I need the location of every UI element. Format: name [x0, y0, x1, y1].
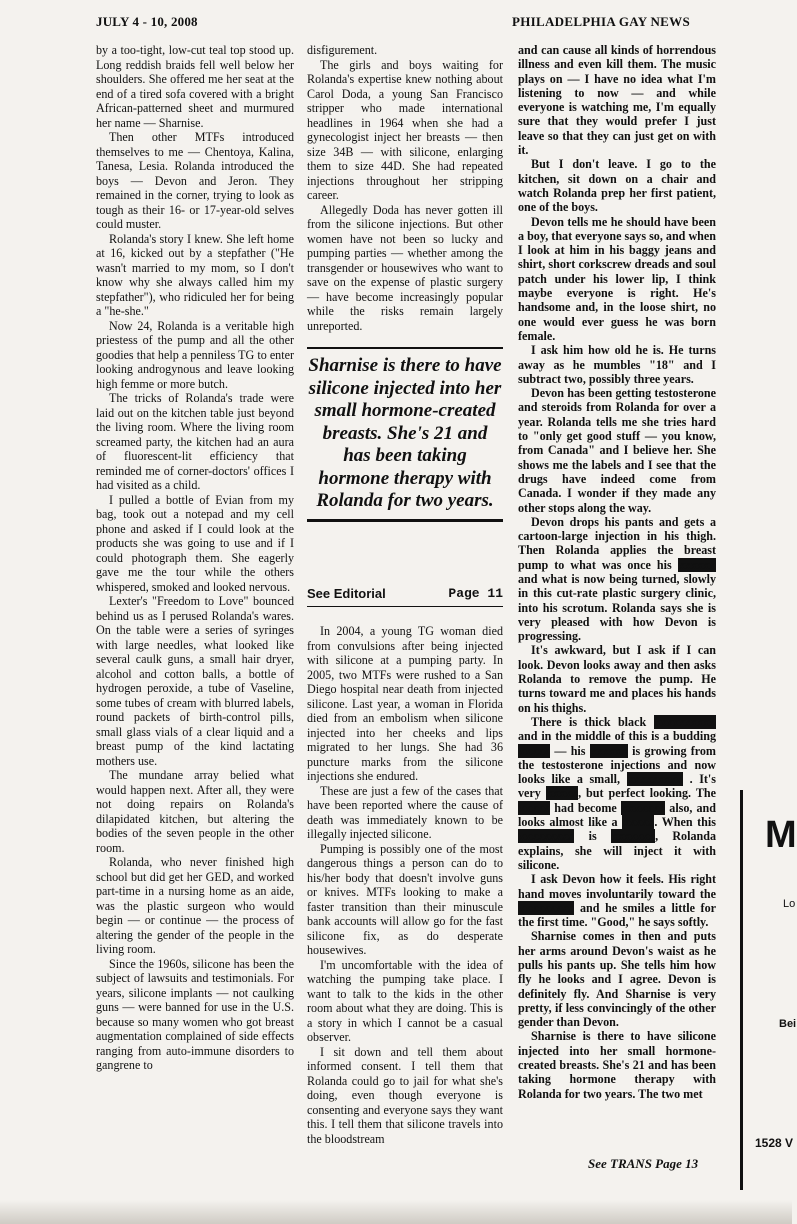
text-fragment: . When this [654, 815, 716, 830]
text-fragment: and he smiles a little for the first time. "Good," he says softly. [518, 900, 716, 930]
pull-quote: Sharnise is there to have silicone injected into her small hormone-created breasts. She's 21 and has been taking hormone therapy with Rolanda for two years. [307, 347, 503, 522]
paragraph: The girls and boys waiting for Rolanda's expertise knew nothing about Carol Doda, a young San Francisco stripper who made international headlines in 1964 when she had a gynecologist inject her breasts — then size 34B — with silicone, enlarging them to size 44D. She had repeated injections throughout her stripping career. [307, 57, 503, 202]
text-fragment: also, and looks almost like a [518, 800, 716, 830]
scan-edge-shadow [0, 1200, 792, 1224]
redaction-bar: xxxxxxxxx [519, 900, 574, 915]
redaction-bar: xxxxxxxxx [627, 772, 683, 787]
paragraph: by a too-tight, low-cut teal top stood up. Long reddish braids fell well below her shoulders. She offered me her seat at the end of a tired sofa covered with a bright African-patterned sheet and murmured her name — Sharnise. [96, 43, 294, 130]
paragraph: Lexter's "Freedom to Love" bounced behind us as I perused Rolanda's wares. On the table were a series of syringes with large needles, what looked like several caulk guns, a small hair dryer, alcohol and cotton balls, a bottle of hydrogen peroxide, a tube of Vaseline, some tubes of cream with blurred labels, round packets of birth-control pills, small glass vials of a clear liquid and a breast pump of the kind lactating mothers use. [96, 594, 294, 768]
partial-advertisement [740, 790, 795, 1190]
text-fragment: , Rolanda explains, she will inject it with silicone. [518, 829, 716, 872]
redaction-bar: xxxxxxxxxx [654, 714, 715, 729]
see-editorial-label: See Editorial [307, 586, 386, 601]
ad-address: 1528 V [755, 1136, 794, 1150]
paragraph: The mundane array belied what would happen next. After all, they were not doing repairs on Rolanda's dilapidated kitchen, but altering the bodies of the seven people in the other room. [96, 768, 294, 855]
redaction-bar: xxxxx [519, 743, 550, 758]
paragraph: Rolanda's story I knew. She left home at 16, kicked out by a stepfather ("He wasn't married to my mom, so I don't know why she always called him my stepfather"), who ridiculed her for being a "he-she." [96, 231, 294, 318]
text-fragment: Devon drops his pants and gets a cartoon-large injection in his thigh. Then Rolanda applies the breast pump to what was once his [518, 514, 716, 572]
paragraph: It's awkward, but I ask if I can look. Devon looks away and then asks Rolanda to remove the pump. He turns toward me and places his hands on his thighs. [518, 643, 716, 715]
paragraph: Rolanda, who never finished high school but did get her GED, and worked part-time in a nursing home as an aide, was the plastic surgeon who would begin — or continue — the process of altering the gender of the people in the living room. [96, 855, 294, 956]
article-column-2-top [307, 43, 503, 333]
text-fragment: I ask Devon how it feels. His right hand moves involuntarily toward the [518, 872, 716, 901]
paragraph: I'm uncomfortable with the idea of watching the pumping take place. I want to talk to the kids in the other room about what they are doing. This is a story in which I cannot be a casual observer. [307, 957, 503, 1044]
paragraph: In 2004, a young TG woman died from convulsions after being injected with silicone at a pumping party. In 2005, two MTFs were rushed to a San Diego hospital near death from injected silicone. Last year, a woman in Florida died from an embolism when silicone injected into her cheeks and lips migrated to her lungs. She had 36 puncture marks from the silicone injections she endured. [307, 624, 503, 783]
text-fragment: , but perfect looking. The [578, 786, 716, 801]
redaction-bar: xxxxxxx [611, 829, 655, 844]
paragraph: The tricks of Rolanda's trade were laid out on the kitchen table just beyond the living room. Where the living room screamed party, the kitchen had an aura of fluorescent-lit efficiency that reminded me of corner-doctors' offices I had visited as a child. [96, 391, 294, 492]
paragraph: But I don't leave. I go to the kitchen, sit down on a chair and watch Rolanda prep her first patient, one of the boys. [518, 157, 716, 215]
paragraph: I sit down and tell them about informed consent. I tell them that Rolanda could go to jail for what she's doing, even though everyone is consenting and everyone says they want this. I tell them that silicone travels into the bloodstream [307, 1044, 503, 1146]
text-fragment: and in the middle of this is a budding [518, 729, 716, 744]
redaction-bar: xxxxxx [678, 557, 715, 572]
header-date: JULY 4 - 10, 2008 [96, 14, 198, 29]
header-paper-name: PHILADELPHIA GAY NEWS [512, 14, 690, 29]
ad-text: Lo [783, 898, 796, 910]
text-fragment: and what is now being turned, slowly in this cut-rate plastic surgery clinic, into his scrotum. Rolanda says she is very pleased with how Devon is progressing. [518, 571, 716, 644]
paragraph: Pumping is possibly one of the most dangerous things a person can do to his/her body that doesn't involve guns or knives. MTFs looking to make a faster transition than their minuscule bank accounts will allow go for the fast silicone fix, as do desperate housewives. [307, 841, 503, 957]
paragraph [518, 715, 716, 872]
paragraph: Devon has been getting testosterone and steroids from Rolanda for over a year. Rolanda tells me she tries hard to "only get good stuff — you know, from Canada" and I believe her. She shows me the labels and I see that the drugs have indeed come from Canada. I wonder if they made any other stops along the way. [518, 386, 716, 515]
text-fragment: is growing from the testosterone injections and now looks like a small, [518, 743, 716, 787]
redaction-bar: xxxxx [519, 800, 550, 815]
paragraph: These are just a few of the cases that have been reported where the cause of death was immediately known to be illegally injected silicone. [307, 783, 503, 841]
paragraph: Since the 1960s, silicone has been the subject of lawsuits and testimonials. For years, silicone implants — not caulking guns — were banned for use in the U.S. because so many women who got breast augmentation complained of side effects ranging from auto-immune disorders to gangrene to [96, 956, 294, 1072]
redaction-bar: xxxxxxx [621, 800, 665, 815]
paragraph: Sharnise comes in then and puts her arms around Devon's waist as he pulls his pants up. She tells him how fly he looks and I agree. Devon is definitely fly. And Sharnise is very pretty, if less convincingly of the other gender than Devon. [518, 929, 716, 1030]
redaction-bar: xxxxx [546, 786, 578, 801]
text-fragment: — his [554, 743, 586, 758]
redaction-bar: xxxxxx [590, 743, 627, 758]
paragraph: I pulled a bottle of Evian from my bag, took out a notepad and my cell phone and asked if I could look at the products she was going to use and if I could photograph them. She eagerly gave me the tour while the others whispered, smoked and looked nervous. [96, 492, 294, 594]
article-column-1 [96, 43, 294, 1073]
see-editorial-page: Page 11 [448, 586, 503, 601]
paragraph: Then other MTFs introduced themselves to me — Chentoya, Kalina, Tanesa, Lesia. Rolanda introduced the boys — Devon and Jeron. They remained in the corner, trying to look as tough as their 16- or 17-year-old selves could muster. [96, 130, 294, 231]
ad-text: Bei [779, 1018, 797, 1030]
continued-jump-line: See TRANS Page 13 [588, 1156, 699, 1171]
see-editorial-reference [307, 584, 503, 607]
article-column-2-bottom [307, 624, 503, 1146]
text-fragment: is [588, 829, 597, 844]
paragraph: Now 24, Rolanda is a veritable high priestess of the pump and all the other goodies that help a penniless TG to enter looking androgynous and leave looking high femme or more butch. [96, 318, 294, 391]
text-fragment: had become [554, 800, 617, 815]
paragraph: I ask him how old he is. He turns away as he mumbles "18" and I subtract two, possibly three years. [518, 343, 716, 386]
paragraph: Sharnise is there to have silicone injected into her small hormone-created breasts. She's 21 and has been taking hormone therapy with Rolanda for two years. The two met [518, 1029, 716, 1101]
paragraph: and can cause all kinds of horrendous illness and even kill them. The music plays on — I have no idea what I'm listening to now — and while everyone is watching me, I'm equally sure that they would prefer I just leave so that they can just get on with it. [518, 43, 716, 158]
ad-initial: M [765, 814, 797, 856]
paragraph: disfigurement. [307, 43, 378, 57]
text-fragment: . It's very [518, 772, 717, 801]
paragraph: Allegedly Doda has never gotten ill from the silicone injections. But other women have not been so lucky and pumping parties — whether among the transgender or housewives who want to save on the expense of plastic surgery — have become increasingly popular while the risks remain largely unreported. [307, 202, 503, 333]
paragraph [518, 872, 716, 929]
redaction-bar: xxxxx [623, 815, 654, 830]
paragraph [518, 515, 716, 644]
text-fragment: There is thick black [531, 714, 647, 729]
paragraph: Devon tells me he should have been a boy, that everyone says so, and when I look at him in his baggy jeans and shirt, short corkscrew dreads and soul patch under his lower lip, I think maybe everyone is right. He's handsome and, in the loose shirt, no one would ever guess he was born female. [518, 214, 716, 343]
redaction-bar: xxxxxxxxx [519, 829, 574, 844]
article-column-3 [518, 43, 716, 1101]
